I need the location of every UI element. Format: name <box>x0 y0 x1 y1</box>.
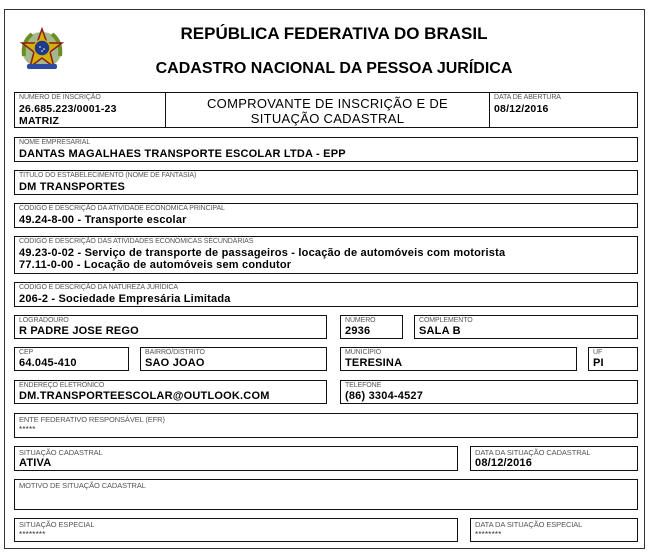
bairro-label: BAIRRO/DISTRITO <box>145 349 205 356</box>
uf-box <box>588 347 638 371</box>
situacao-especial-value: ******** <box>19 530 46 539</box>
cep-box <box>14 347 129 371</box>
motivo-box <box>14 479 638 510</box>
cep-label: CEP <box>19 349 34 356</box>
abertura-box <box>489 92 638 128</box>
nome-empresarial-value: DANTAS MAGALHAES TRANSPORTE ESCOLAR LTDA - EPP <box>19 148 346 160</box>
logradouro-label: LOGRADOURO <box>19 317 69 324</box>
fantasia-label: TÍTULO DO ESTABELECIMENTO (NOME DE FANTASIA) <box>19 172 197 179</box>
natureza-juridica-label: CÓDIGO E DESCRIÇÃO DA NATUREZA JURÍDICA <box>19 284 178 291</box>
telefone-label: TELEFONE <box>345 382 382 389</box>
situacao-value: ATIVA <box>19 457 52 469</box>
data-situacao-especial-label: DATA DA SITUAÇÃO ESPECIAL <box>475 520 583 529</box>
abertura-value: 08/12/2016 <box>494 103 549 115</box>
situacao-box <box>14 446 458 471</box>
inscricao-label: NÚMERO DE INSCRIÇÃO <box>19 94 101 101</box>
fantasia-box <box>14 170 638 195</box>
municipio-box <box>340 347 577 371</box>
nome-empresarial-box <box>14 137 638 162</box>
comprovante-box <box>165 92 490 128</box>
abertura-label: DATA DE ABERTURA <box>494 94 561 101</box>
atividade-principal-value: 49.24-8-00 - Transporte escolar <box>19 214 187 226</box>
comprovante-line1: COMPROVANTE DE INSCRIÇÃO E DE <box>206 96 449 111</box>
cep-value: 64.045-410 <box>19 357 77 369</box>
numero-label: NÚMERO <box>345 317 376 324</box>
logradouro-value: R PADRE JOSE REGO <box>19 325 139 337</box>
motivo-label: MOTIVO DE SITUAÇÃO CADASTRAL <box>19 481 146 490</box>
data-situacao-box <box>470 446 638 471</box>
email-value: DM.TRANSPORTEESCOLAR@OUTLOOK.COM <box>19 390 270 402</box>
page-subtitle: CADASTRO NACIONAL DA PESSOA JURÍDICA <box>155 60 513 77</box>
situacao-label: SITUAÇÃO CADASTRAL <box>19 448 103 457</box>
uf-value: PI <box>593 357 604 369</box>
efr-box <box>14 413 638 438</box>
bairro-value: SAO JOAO <box>145 357 205 369</box>
data-situacao-especial-value: ******** <box>475 530 502 539</box>
atividades-secundarias-box <box>14 236 638 274</box>
telefone-value: (86) 3304-4527 <box>345 390 424 402</box>
atividade-principal-label: CÓDIGO E DESCRIÇÃO DA ATIVIDADE ECONÔMICA PRINCIPAL <box>19 205 225 212</box>
situacao-especial-label: SITUAÇÃO ESPECIAL <box>19 520 95 529</box>
numero-box <box>340 315 403 339</box>
natureza-juridica-box <box>14 282 638 307</box>
atividades-secundarias-label: CÓDIGO E DESCRIÇÃO DAS ATIVIDADES ECONÔMICAS SECUNDÁRIAS <box>19 238 254 245</box>
fantasia-value: DM TRANSPORTES <box>19 181 126 193</box>
complemento-label: COMPLEMENTO <box>419 317 473 324</box>
inscricao-value: 26.685.223/0001-23 <box>19 103 117 115</box>
email-box <box>14 380 327 404</box>
atividade-secundaria-item: 49.23-0-02 - Serviço de transporte de passageiros - locação de automóveis com motorista <box>19 247 506 259</box>
atividade-secundaria-item: 77.11-0-00 - Locação de automóveis sem condutor <box>19 259 292 271</box>
email-label: ENDEREÇO ELETRÔNICO <box>19 382 105 389</box>
bairro-box <box>140 347 327 371</box>
situacao-especial-box <box>14 518 458 542</box>
inscricao-box <box>14 92 166 128</box>
nome-empresarial-label: NOME EMPRESARIAL <box>19 139 91 146</box>
complemento-value: SALA B <box>419 325 461 337</box>
natureza-juridica-value: 206-2 - Sociedade Empresária Limitada <box>19 293 231 305</box>
municipio-value: TERESINA <box>345 357 403 369</box>
inscricao-tipo: MATRIZ <box>19 115 60 127</box>
logradouro-box <box>14 315 327 339</box>
data-situacao-label: DATA DA SITUAÇÃO CADASTRAL <box>475 448 591 457</box>
numero-value: 2936 <box>345 325 371 337</box>
page-title: REPÚBLICA FEDERATIVA DO BRASIL <box>180 24 488 43</box>
efr-label: ENTE FEDERATIVO RESPONSÁVEL (EFR) <box>19 415 165 424</box>
efr-value: ***** <box>19 425 36 434</box>
data-situacao-especial-box <box>470 518 638 542</box>
telefone-box <box>340 380 638 404</box>
comprovante-line2: SITUAÇÃO CADASTRAL <box>250 111 405 126</box>
municipio-label: MUNICÍPIO <box>345 349 382 356</box>
uf-label: UF <box>593 349 603 356</box>
data-situacao-value: 08/12/2016 <box>475 457 533 469</box>
complemento-box <box>414 315 638 339</box>
atividade-principal-box <box>14 203 638 228</box>
